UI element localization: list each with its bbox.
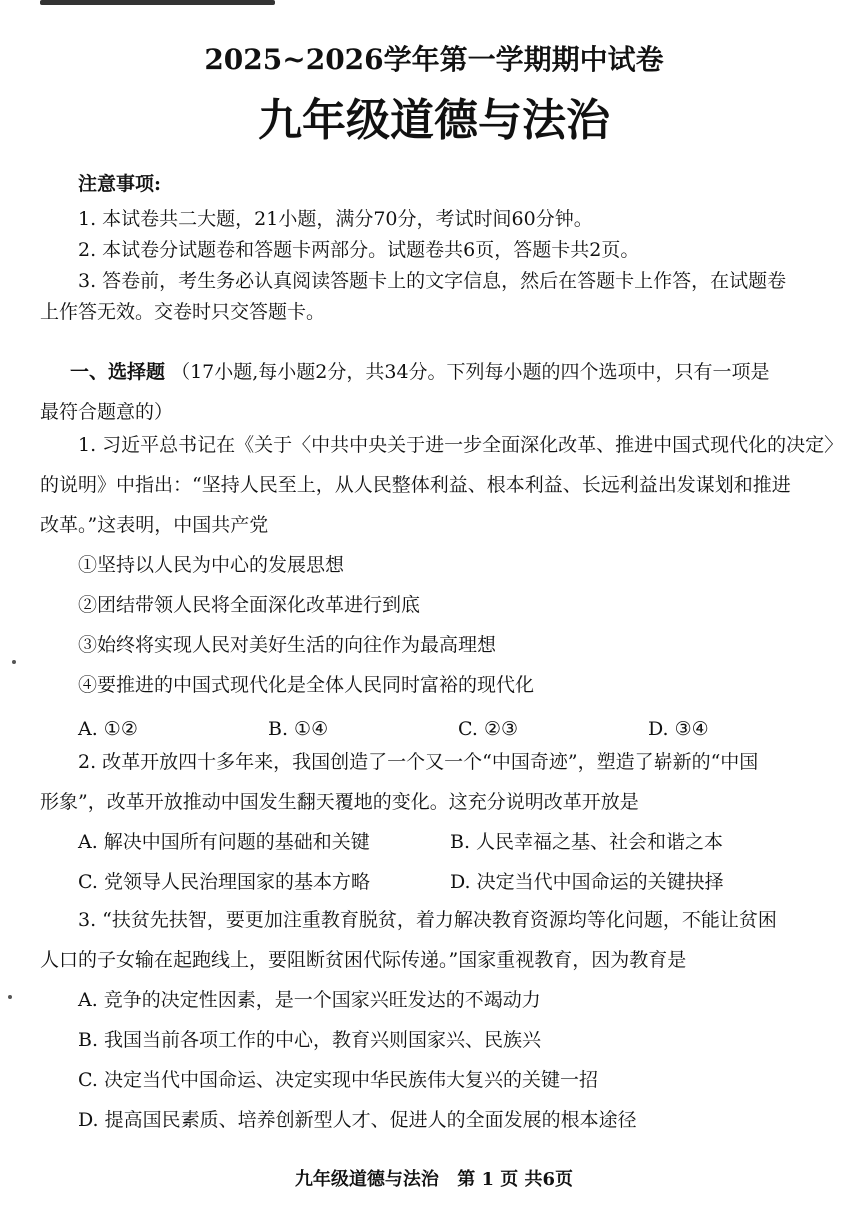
footer-subject: 九年级道德与法治 bbox=[294, 1169, 439, 1190]
option-b: B. ①④ bbox=[268, 718, 329, 740]
statement: ①坚持以人民为中心的发展思想 bbox=[78, 554, 345, 576]
notice-item: 3. 答卷前，考生务必认真阅读答题卡上的文字信息，然后在答题卡上作答，在试题卷 bbox=[78, 270, 787, 292]
notice-heading: 注意事项: bbox=[78, 173, 162, 195]
notice-section bbox=[40, 164, 840, 328]
option-c: C. 决定当代中国命运、决定实现中华民族伟大复兴的关键一招 bbox=[78, 1069, 598, 1091]
subject-title: 九年级道德与法治 bbox=[258, 95, 610, 146]
statement: ④要推进的中国式现代化是全体人民同时富裕的现代化 bbox=[78, 674, 535, 696]
option-c: C. 党领导人民治理国家的基本方略 bbox=[78, 871, 370, 893]
section-1-header bbox=[40, 352, 840, 432]
option-d: D. ③④ bbox=[648, 718, 709, 740]
notice-item: 2. 本试卷分试题卷和答题卡两部分。试题卷共6页，答题卡共2页。 bbox=[78, 239, 640, 261]
option-d: D. 决定当代中国命运的关键抉择 bbox=[450, 871, 724, 893]
question-text: 改革。”这表明，中国共产党 bbox=[40, 514, 269, 536]
option-a: A. ①② bbox=[78, 718, 138, 740]
footer-page-number: 第 1 页 共6页 bbox=[457, 1169, 574, 1190]
scan-speck bbox=[8, 995, 12, 999]
option-a: A. 解决中国所有问题的基础和关键 bbox=[78, 831, 370, 853]
section-label: 一、选择题 bbox=[70, 361, 166, 383]
page-footer bbox=[0, 1165, 868, 1191]
question-3 bbox=[40, 900, 840, 1140]
statement: ②团结带领人民将全面深化改革进行到底 bbox=[78, 594, 421, 616]
option-a: A. 竞争的决定性因素，是一个国家兴旺发达的不竭动力 bbox=[78, 989, 541, 1011]
option-b: B. 我国当前各项工作的中心，教育兴则国家兴、民族兴 bbox=[78, 1029, 542, 1051]
option-b: B. 人民幸福之基、社会和谐之本 bbox=[450, 831, 724, 853]
question-2 bbox=[40, 742, 840, 902]
option-d: D. 提高国民素质、培养创新型人才、促进人的全面发展的根本途径 bbox=[78, 1109, 637, 1131]
notice-item: 1. 本试卷共二大题，21小题，满分70分，考试时间60分钟。 bbox=[78, 208, 593, 230]
question-1 bbox=[40, 425, 844, 749]
answer-options bbox=[40, 822, 840, 862]
notice-item: 上作答无效。交卷时只交答题卡。 bbox=[40, 301, 326, 323]
option-c: C. ②③ bbox=[458, 718, 519, 740]
question-text: 1. 习近平总书记在《关于〈中共中央关于进一步全面深化改革、推进中国式现代化的决定〉 bbox=[78, 434, 844, 456]
answer-options bbox=[40, 862, 840, 902]
section-desc: （17小题,每小题2分，共34分。下列每小题的四个选项中，只有一项是 bbox=[171, 361, 770, 383]
scan-speck bbox=[12, 660, 16, 664]
question-text: 2. 改革开放四十多年来，我国创造了一个又一个“中国奇迹”，塑造了崭新的“中国 bbox=[78, 751, 759, 773]
question-text: 3. “扶贫先扶智，要更加注重教育脱贫，着力解决教育资源均等化问题，不能让贫困 bbox=[78, 909, 777, 931]
section-desc-cont: 最符合题意的） bbox=[40, 401, 174, 423]
question-text: 的说明》中指出：“坚持人民至上，从人民整体利益、根本利益、长远利益出发谋划和推进 bbox=[40, 474, 791, 496]
exam-title: 2025~2026学年第一学期期中试卷 bbox=[204, 43, 664, 76]
question-text: 人口的子女输在起跑线上，要阻断贫困代际传递。”国家重视教育，因为教育是 bbox=[40, 949, 687, 971]
scribble-mark bbox=[40, 0, 275, 5]
statement: ③始终将实现人民对美好生活的向往作为最高理想 bbox=[78, 634, 497, 656]
question-text: 形象”，改革开放推动中国发生翻天覆地的变化。这充分说明改革开放是 bbox=[40, 791, 639, 813]
